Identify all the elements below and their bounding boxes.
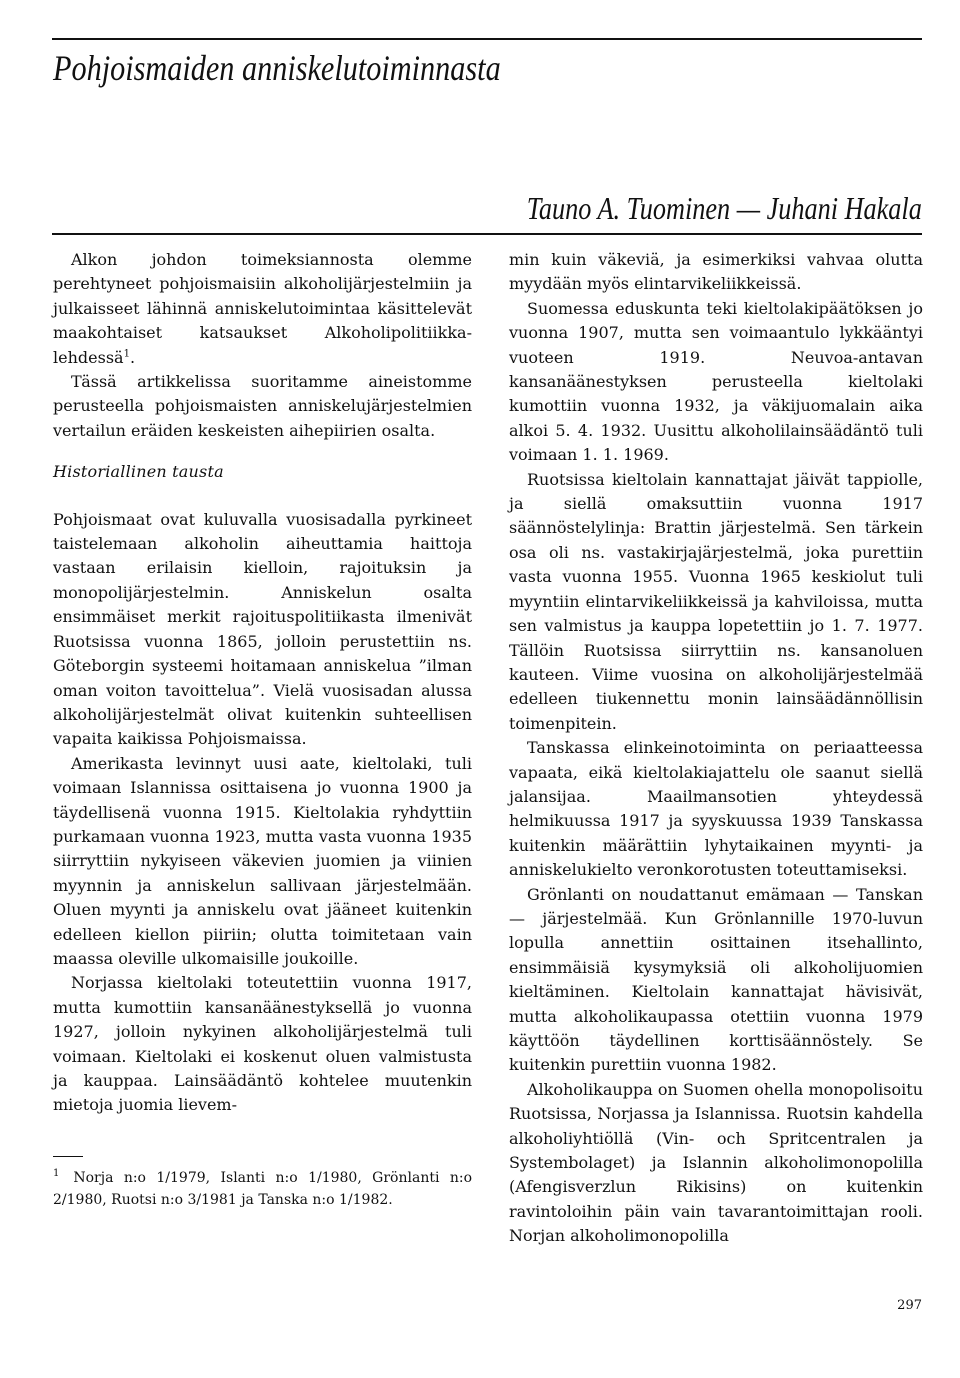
article-title: Pohjoismaiden anniskelutoiminnasta [53,48,501,88]
footnote [53,1167,472,1211]
page-number: 297 [897,1298,922,1313]
footnote-text: Norja n:o 1/1979, Islanti n:o 1/1980, Grönlanti n:o 2/1980, Ruotsi n:o 3/1981 ja Tanska n:o 1/1982. [53,1169,472,1208]
body-paragraph: Ruotsissa kieltolain kannattajat jäivät tappiolle, ja siellä omaksuttiin vuonna 1917 säännöstelylinja: Brattin järjestelmä. Sen tärkein osa oli ns. vastakirjajärjestelmä, joka purettiin vasta vuonna 1955. Vuonna 1965 keskiolut tuli myyntiin elintarvikeliikkeissä ja kahviloissa, mutta sen valmistus ja kauppa lopetettiin jo 1. 7. 1977. Tällöin Ruotsissa siirryttiin ns. kansanoluen kauteen. Viime vuosina on alkoholijärjestelmää edelleen tiukennettu monin lainsäädännöllisin toimenpitein. [509,469,923,733]
body-paragraph: Amerikasta levinnyt uusi aate, kieltolaki, tuli voimaan Islannissa osittaisena jo vuonna 1900 ja täydellisenä vuonna 1915. Kieltolakia ryhdyttiin purkamaan vuonna 1923, mutta vasta vuonna 1935 siirryttiin nykyiseen väkevien juomien ja viinien myynnin ja anniskelun sallivaan järjestelmään. Oluen myynti ja anniskelu ovat jääneet kuitenkin edelleen kiellon piiriin; olutta toimitetaan vain maassa oleville ulkomaisille joukoille. [53,753,472,968]
right-column [509,248,923,1249]
body-paragraph: Grönlanti on noudattanut emämaan — Tanskan — järjestelmää. Kun Grönlannille 1970-luvun lopulla annettiin osittainen itsehallinto, ensimmäisiä kysymyksiä oli alkoholijuomien kieltäminen. Kieltolain kannattajat hävisivät, mutta alkoholikaupassa otettiin vuonna 1979 käyttöön täydellinen korttisäännöstely. Se kuitenkin purettiin vuonna 1982. [509,884,923,1075]
body-paragraph: Pohjoismaat ovat kuluvalla vuosisadalla pyrkineet taistelemaan alkoholin aiheuttamia haittoja vastaan erilaisin kielloin, rajoituksin ja monopolijärjestelmin. Anniskelun osalta ensimmäiset merkit rajoituspolitiikasta ilmenivät Ruotsissa vuonna 1865, jolloin perustettiin ns. Göteborgin systeemi hoitamaan anniskelua ”ilman oman voiton tavoittelua”. Vielä vuosisadan alussa alkoholijärjestelmät olivat kuitenkin suhteellisen vapaita kaikissa Pohjoismaissa. [53,509,472,749]
body-paragraph: Norjassa kieltolaki toteutettiin vuonna 1917, mutta kumottiin kansanäänestyksellä jo vuonna 1927, jolloin nykyinen alkoholijärjestelmä tuli voimaan. Kieltolaki ei koskenut oluen valmistusta ja kauppaa. Lainsäädäntö kohtelee muutenkin mietoja juomia lievem- [53,973,472,1115]
header-rule [52,233,922,235]
top-rule [52,38,922,40]
article-authors: Tauno A. Tuominen — Juhani Hakala [526,190,922,226]
section-heading: Historiallinen tausta [53,462,224,482]
body-paragraph: Suomessa eduskunta teki kieltolakipäätöksen jo vuonna 1907, mutta sen voimaantulo lykkääntyi vuoteen 1919. Neuvoa-antavan kansanäänestyksen perusteella kieltolaki kumottiin vuonna 1932, ja väkijuomalain aika alkoi 5. 4. 1932. Uusittu alkoholilainsäädäntö tuli voimaan 1. 1. 1969. [509,298,923,465]
intro-paragraph-1-text: Alkon johdon toimeksiannosta olemme perehtyneet pohjoismaisiin alkoholijärjestelmiin ja julkaisseet lähinnä anniskelutoimintaa käsittelevät maakohtaiset katsaukset Alkoholipolitiikka-lehdessä [53,250,472,367]
footnote-rule [53,1156,83,1157]
intro-paragraph-1 [53,248,472,370]
intro-paragraph-2: Tässä artikkelissa suoritamme aineistomme perusteella pohjoismaisten anniskelujärjestelmien vertailun eräiden keskeisten aihepiirien osalta. [53,372,472,440]
body-paragraph: Tanskassa elinkeinotoiminta on periaatteessa vapaata, eikä kieltolakiajattelu ole saanut siellä jalansijaa. Maailmansotien yhteydessä helmikuussa 1917 ja syyskuussa 1939 Tanskassa kuitenkin määrättiin lyhytaikainen myynti- ja anniskelukielto veronkorotusten toteuttamiseksi. [509,738,923,880]
left-column [53,248,472,1211]
intro-paragraph-1-end: . [129,347,136,367]
footnote-mark: 1 [53,1168,60,1180]
footnote-reference: 1 [123,348,130,360]
body-paragraph: min kuin väkeviä, ja esimerkiksi vahvaa olutta myydään myös elintarvikeliikkeissä. [509,250,923,294]
body-paragraph: Alkoholikauppa on Suomen ohella monopolisoitu Ruotsissa, Norjassa ja Islannissa. Ruotsin kahdella alkoholiyhtiöllä (Vin- och Spritcentralen ja Systembolaget) ja Islannin alkoholimonopolilla (Afengisverzlun Rikisins) on kuitenkin ravintoloihin päin vain tavarantoimittajan rooli. Norjan alkoholimonopolilla [509,1079,923,1246]
